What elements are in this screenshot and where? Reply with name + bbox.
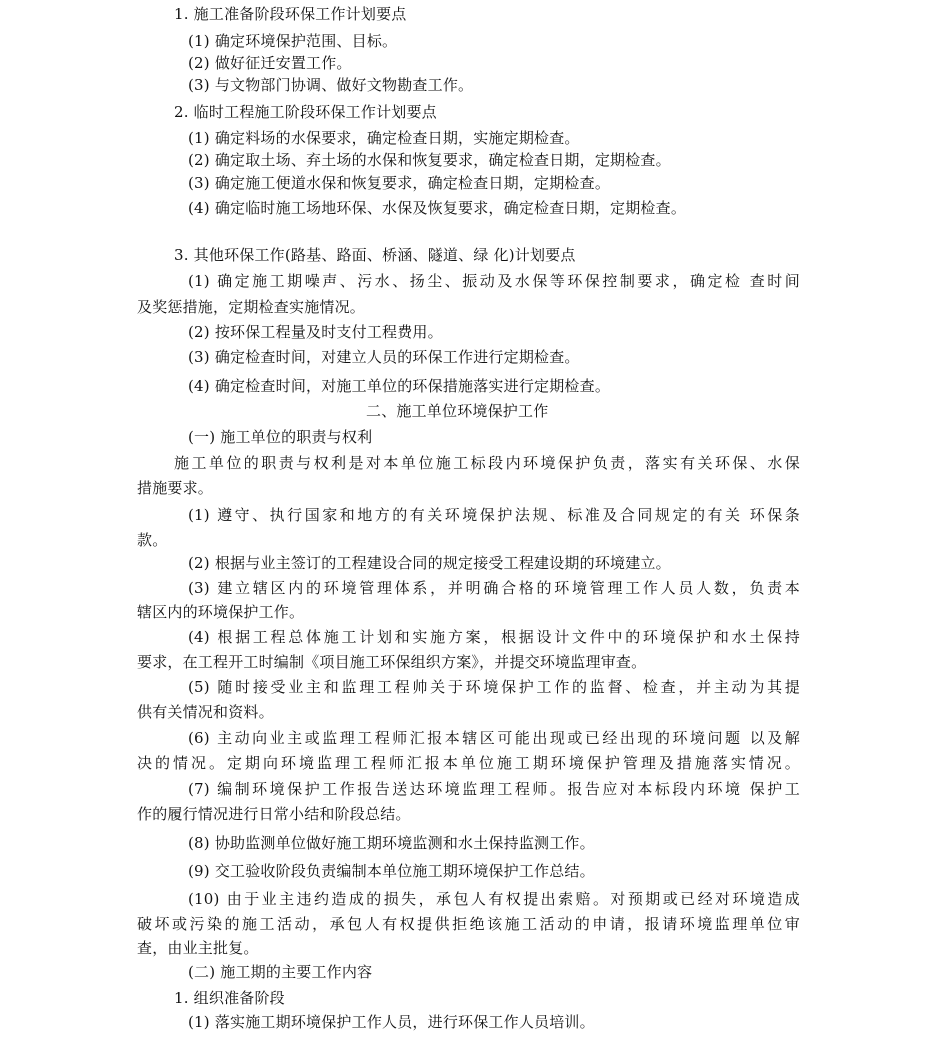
duty-7-line-1: (7) 编制环境保护工作报告送达环境监理工程师。报告应对本标段内环境 保护工 (188, 780, 800, 798)
duty-3-line-2: 辖区内的环境保护工作。 (137, 603, 305, 621)
section-2-item-2: (2) 确定取土场、弃土场的水保和恢复要求，确定检查日期，定期检查。 (188, 151, 671, 169)
intro-paragraph-line-2: 措施要求。 (137, 479, 214, 497)
section-2-item-1: (1) 确定料场的水保要求，确定检查日期，实施定期检查。 (188, 129, 580, 147)
duty-5-line-2: 供有关情况和资料。 (137, 703, 274, 721)
duty-10-line-1: (10) 由于业主违约造成的损失，承包人有权提出索赔。对预期或已经对环境造成 (188, 890, 800, 908)
section-3-item-1-line-1: (1) 确定施工期噪声、污水、扬尘、振动及水保等环保控制要求，确定检 查时间 (188, 272, 800, 290)
duty-10-line-2: 破坏或污染的施工活动，承包人有权提供拒绝该施工活动的申请，报请环境监理单位审 (137, 915, 800, 933)
section-1-item-1: (1) 确定环境保护范围、目标。 (188, 32, 398, 50)
duty-1-line-1: (1) 遵守、执行国家和地方的有关环境保护法规、标准及合同规定的有关 环保条 (188, 506, 800, 524)
section-3-item-4: (4) 确定检查时间，对施工单位的环保措施落实进行定期检查。 (188, 377, 611, 395)
duty-3-line-1: (3) 建立辖区内的环境管理体系，并明确合格的环境管理工作人员人数，负责本 (188, 579, 800, 597)
section-3-item-3: (3) 确定检查时间，对建立人员的环保工作进行定期检查。 (188, 348, 580, 366)
section-1-title: 1. 施工准备阶段环保工作计划要点 (174, 5, 407, 23)
duty-6-line-2: 决的情况。定期向环境监理工程师汇报本单位施工期环境保护管理及措施落实情况。 (137, 754, 800, 772)
work-stage-1-item-1: (1) 落实施工期环境保护工作人员，进行环保工作人员培训。 (188, 1013, 595, 1031)
section-2-title: 2. 临时工程施工阶段环保工作计划要点 (174, 103, 437, 121)
duty-2: (2) 根据与业主签订的工程建设合同的规定接受工程建设期的环境建立。 (188, 554, 671, 572)
section-2-item-3: (3) 确定施工便道水保和恢复要求，确定检查日期，定期检查。 (188, 174, 611, 192)
subheading-duties: (一) 施工单位的职责与权利 (188, 428, 373, 446)
duty-5-line-1: (5) 随时接受业主和监理工程帅关于环境保护工作的监督、检查，并主动为其提 (188, 678, 800, 696)
intro-paragraph-line-1: 施工单位的职责与权利是对本单位施工标段内环境保护负责，落实有关环保、水保 (174, 454, 800, 472)
section-1-item-2: (2) 做好征迁安置工作。 (188, 54, 352, 72)
duty-1-line-2: 款。 (137, 531, 168, 549)
section-3-item-2: (2) 按环保工程量及时支付工程费用。 (188, 323, 443, 341)
duty-7-line-2: 作的履行情况进行日常小结和阶段总结。 (137, 805, 411, 823)
subheading-main-work: (二) 施工期的主要工作内容 (188, 963, 373, 981)
section-2-item-4: (4) 确定临时施工场地环保、水保及恢复要求，确定检查日期，定期检查。 (188, 199, 687, 217)
chapter-heading: 二、施工单位环境保护工作 (366, 402, 549, 420)
duty-9: (9) 交工验收阶段负责编制本单位施工期环境保护工作总结。 (188, 862, 595, 880)
duty-6-line-1: (6) 主动向业主或监理工程师汇报本辖区可能出现或已经出现的环境问题 以及解 (188, 729, 800, 747)
section-3-item-1-line-2: 及奖惩措施，定期检查实施情况。 (137, 298, 366, 316)
duty-10-line-3: 查，由业主批复。 (137, 939, 259, 957)
duty-4-line-2: 要求，在工程开工时编制《项目施工环保组织方案》，并提交环境监理审查。 (137, 653, 647, 671)
duty-4-line-1: (4) 根据工程总体施工计划和实施方案，根据设计文件中的环境保护和水土保持 (188, 628, 800, 646)
section-1-item-3: (3) 与文物部门协调、做好文物勘查工作。 (188, 76, 474, 94)
duty-8: (8) 协助监测单位做好施工期环境监测和水土保持监测工作。 (188, 834, 595, 852)
work-stage-1-title: 1. 组织准备阶段 (174, 989, 285, 1007)
section-3-title: 3. 其他环保工作(路基、路面、桥涵、隧道、绿 化)计划要点 (174, 246, 576, 264)
